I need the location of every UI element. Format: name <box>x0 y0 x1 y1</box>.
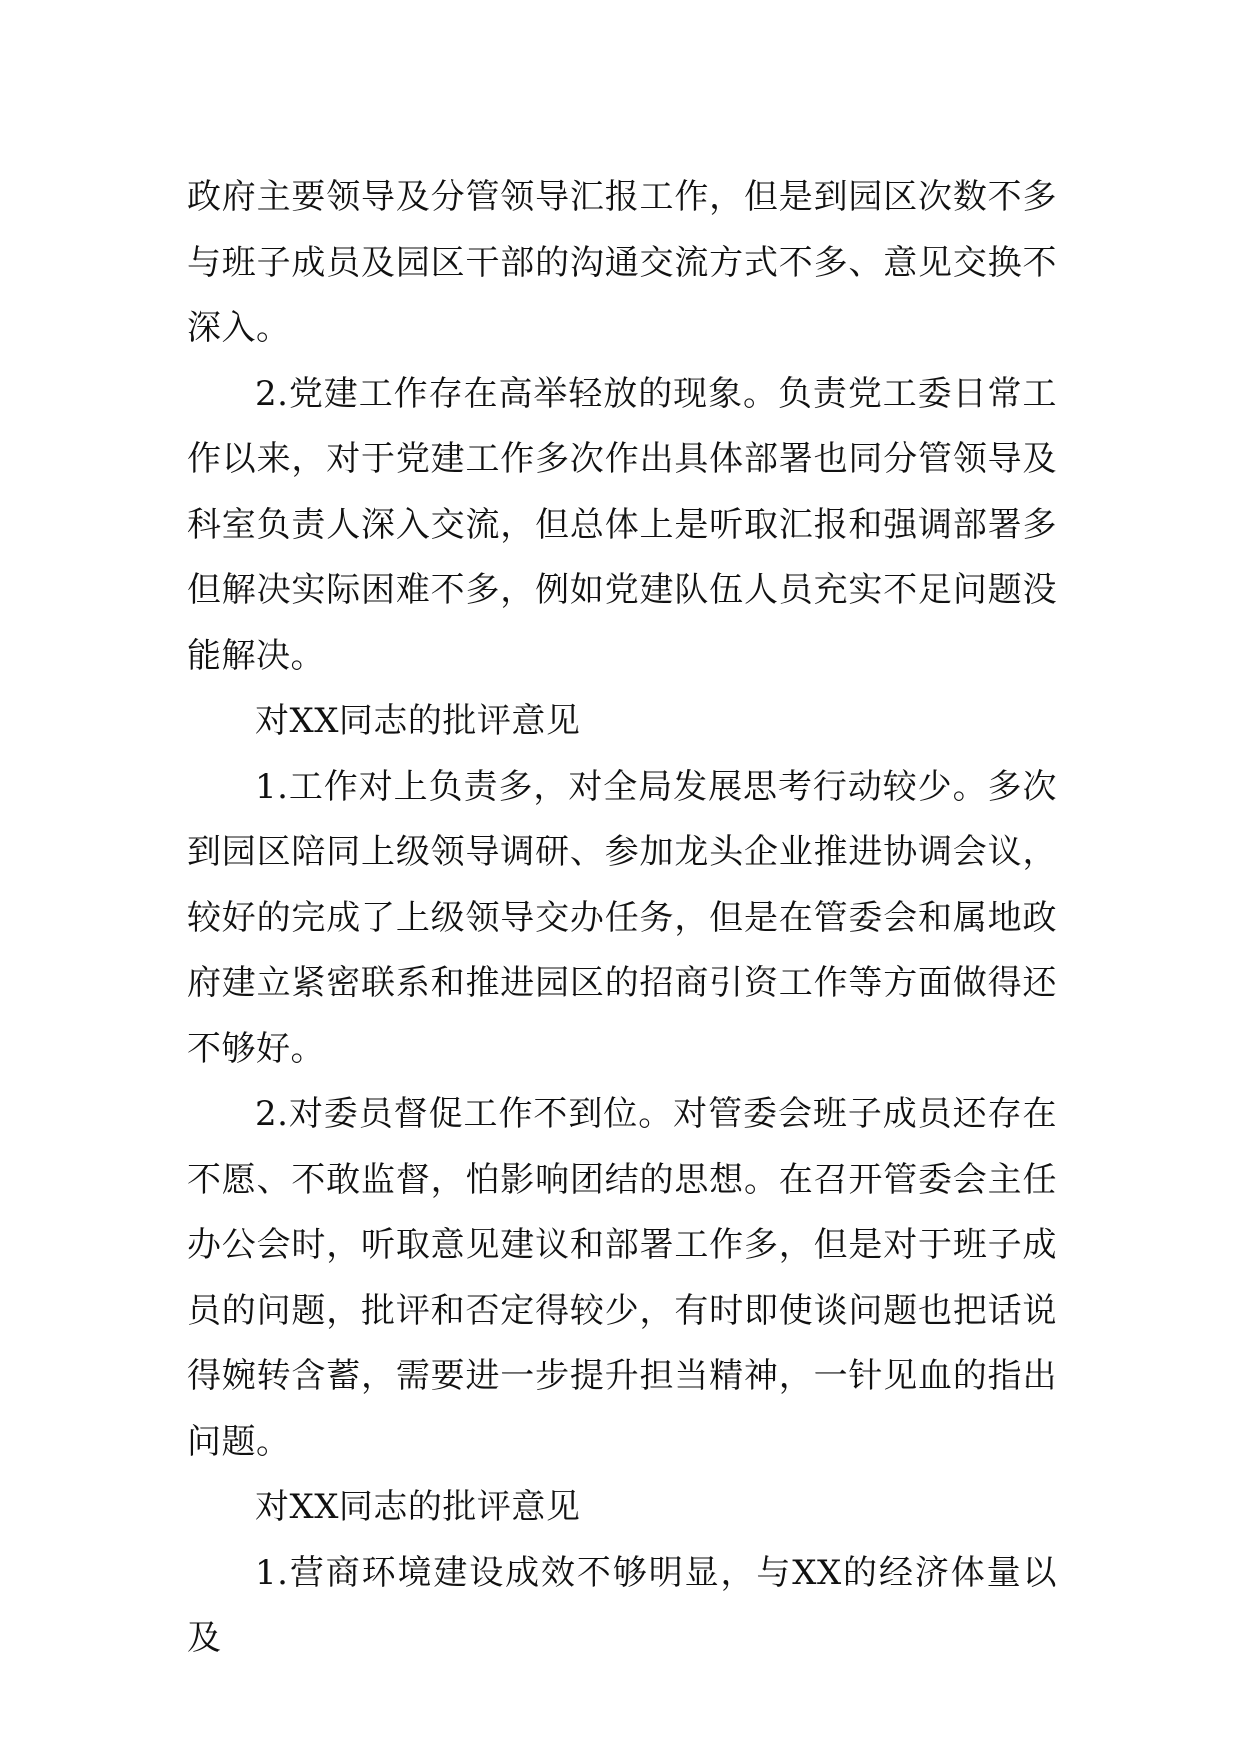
paragraph-continued: 政府主要领导及分管领导汇报工作，但是到园区次数不多与班子成员及园区干部的沟通交流方式不多、意见交换不深入。 <box>187 177 1057 348</box>
section-heading-criticism: 对XX同志的批评意见 <box>255 701 581 741</box>
paragraph-item-1-business-environment: 1.营商环境建设成效不够明显，与XX的经济体量以及 <box>187 1552 1057 1658</box>
paragraph-item-2-party-building: 2.党建工作存在高举轻放的现象。负责党工委日常工作以来，对于党建工作多次作出具体部署也同分管领导及科室负责人深入交流，但总体上是听取汇报和强调部署多但解决实际困难不多，例如党建队伍人员充实不足问题没能解决。 <box>187 373 1057 676</box>
paragraph-item-1-work: 1.工作对上负责多，对全局发展思考行动较少。多次到园区陪同上级领导调研、参加龙头企业推进协调会议，较好的完成了上级领导交办任务，但是在管委会和属地政府建立紧密联系和推进园区的招商引资工作等方面做得还不够好。 <box>187 766 1057 1069</box>
document-body <box>187 165 1057 1672</box>
section-heading-criticism-2: 对XX同志的批评意见 <box>255 1487 581 1527</box>
paragraph-item-2-supervision: 2.对委员督促工作不到位。对管委会班子成员还存在不愿、不敢监督，怕影响团结的思想。在召开管委会主任办公会时，听取意见建议和部署工作多，但是对于班子成员的问题，批评和否定得较少，有时即使谈问题也把话说得婉转含蓄，需要进一步提升担当精神，一针见血的指出问题。 <box>187 1094 1057 1462</box>
